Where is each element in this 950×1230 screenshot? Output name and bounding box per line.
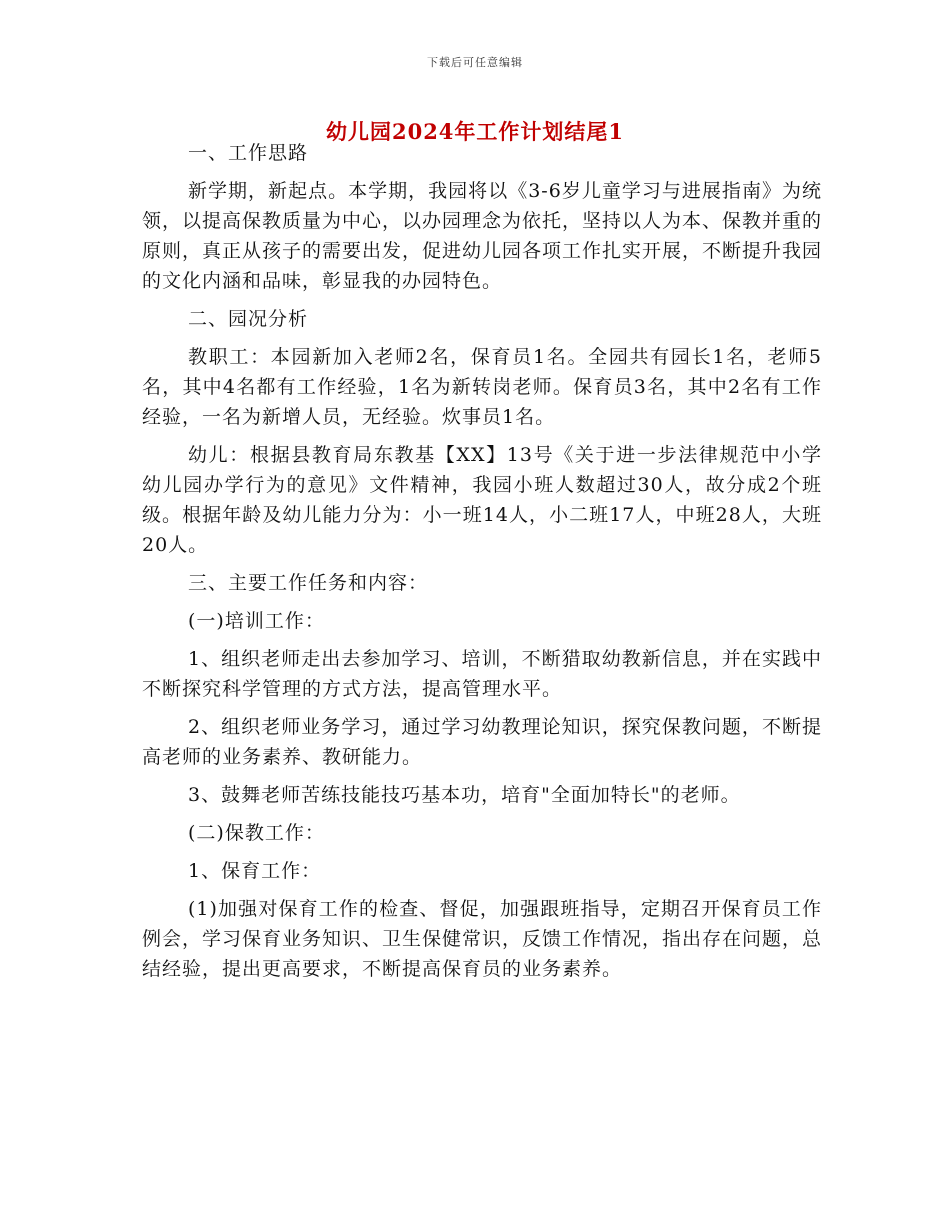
subsection-care-education: (二)保教工作： [188,822,325,844]
document-title: 幼儿园2024年工作计划结尾1 [325,119,625,144]
header-note: 下载后可任意编辑 [427,56,523,69]
paragraph-children: 幼儿：根据县教育局东教基【XX】13号《关于进一步法律规范中小学幼儿园办学行为的意见》文件精神，我园小班人数超过30人，故分成2个班级。根据年龄及幼儿能力分为：小一班14人，小二班17人，中班28人，大班20人。 [142,444,822,556]
paragraph-training-1: 1、组织老师走出去参加学习、培训，不断猎取幼教新信息，并在实践中不断探究科学管理的方式方法，提高管理水平。 [142,648,822,700]
section-heading-1: 一、工作思路 [188,142,309,164]
subsection-training: (一)培训工作： [188,610,325,632]
section-heading-2: 二、园况分析 [188,308,309,330]
paragraph-staff: 教职工：本园新加入老师2名，保育员1名。全园共有园长1名，老师5名，其中4名都有工作经验，1名为新转岗老师。保育员3名，其中2名有工作经验，一名为新增人员，无经验。炊事员1名。 [142,346,822,428]
paragraph-approach: 新学期，新起点。本学期，我园将以《3-6岁儿童学习与进展指南》为统领，以提高保教质量为中心，以办园理念为依托，坚持以人为本、保教并重的原则，真正从孩子的需要出发，促进幼儿园各项工作扎实开展，不断提升我园的文化内涵和品味，彰显我的办园特色。 [142,180,823,292]
subsection-care-work: 1、保育工作： [188,860,322,882]
document-body [142,138,822,992]
paragraph-training-2: 2、组织老师业务学习，通过学习幼教理论知识，探究保教问题，不断提高老师的业务素养、教研能力。 [142,716,822,768]
paragraph-training-3: 3、鼓舞老师苦练技能技巧基本功，培育"全面加特长"的老师。 [188,784,741,806]
section-heading-3: 三、主要工作任务和内容： [188,572,429,594]
paragraph-care-1: (1)加强对保育工作的检查、督促，加强跟班指导，定期召开保育员工作例会，学习保育业务知识、卫生保健常识，反馈工作情况，指出存在问题，总结经验，提出更高要求，不断提高保育员的业务素养。 [142,898,823,980]
